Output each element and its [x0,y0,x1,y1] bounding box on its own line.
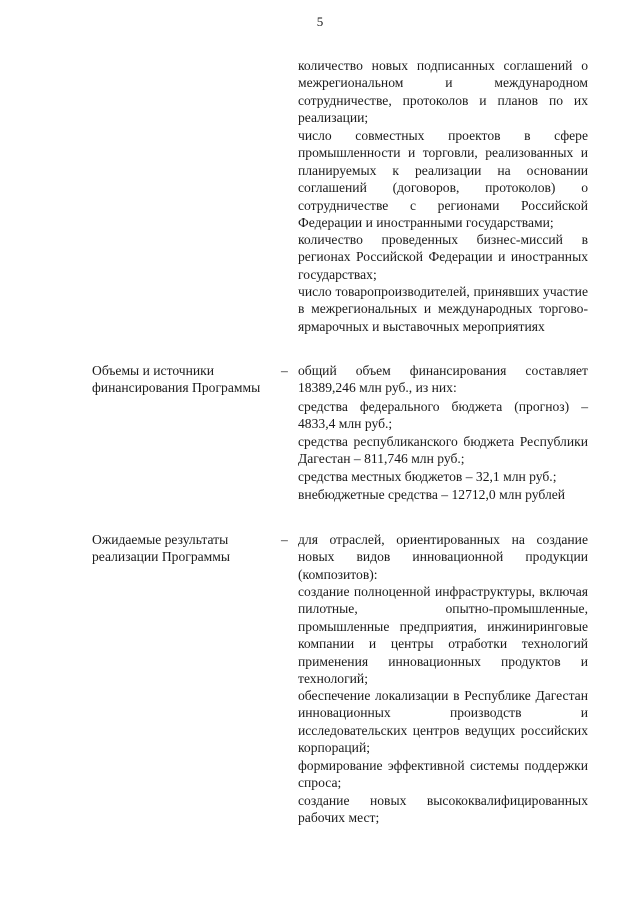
results-paragraph: создание полноценной инфраструктуры, включая пилотные, опытно-промышленные, промышленные предприятия, инжиниринговые компании и центры отработки технологий применения инновационных продуктов и технологий; [298,584,588,687]
indicator-paragraph: количество новых подписанных соглашений о межрегиональном и международном сотрудничестве, протоколов и планов по их реализации; [298,58,588,126]
funding-paragraph: общий объем финансирования составляет 18389,246 млн руб., из них: [298,363,588,396]
funding-label: Объемы и источники финансирования Программы [92,363,261,396]
funding-paragraph: средства местных бюджетов – 32,1 млн руб.; [298,469,557,484]
results-paragraph: создание новых высококвалифицированных рабочих мест; [298,793,588,826]
indicator-paragraph: число товаропроизводителей, принявших участие в межрегиональных и международных торгово-ярмарочных и выставочных мероприятиях [298,284,588,334]
funding-paragraph: средства республиканского бюджета Республики Дагестан – 811,746 млн руб.; [298,434,588,467]
funding-dash: – [281,363,288,378]
funding-paragraph: внебюджетные средства – 12712,0 млн рублей [298,487,566,502]
indicator-paragraph: число совместных проектов в сфере промышленности и торговли, реализованных и планируемых к реализации на основании соглашений (договоров, протоколов) о сотрудничестве с регионами Российской Федерации и иностранными государствами; [298,128,588,231]
results-paragraph: для отраслей, ориентированных на создание новых видов инновационной продукции (композитов): [298,532,588,582]
results-dash: – [281,532,288,547]
page-number: 5 [316,14,324,29]
results-label: Ожидаемые результаты реализации Программы [92,532,230,565]
results-paragraph: обеспечение локализации в Республике Дагестан инновационных производств и исследовательских центров ведущих российских корпораций; [298,688,588,756]
results-paragraph: формирование эффективной системы поддержки спроса; [298,758,588,791]
funding-paragraph: средства федерального бюджета (прогноз) – 4833,4 млн руб.; [298,399,588,432]
indicator-paragraph: количество проведенных бизнес-миссий в регионах Российской Федерации и иностранных государствах; [298,232,588,282]
